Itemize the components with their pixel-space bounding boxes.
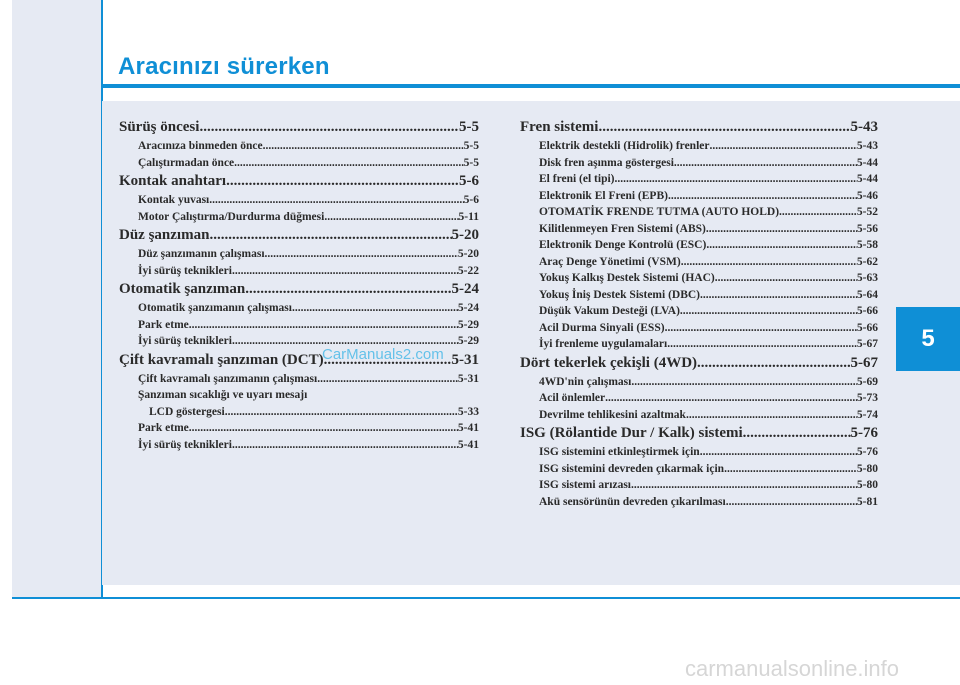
dot-leader (292, 300, 458, 317)
toc-page-number: 5-58 (856, 239, 878, 251)
toc-entry-text: Çift kavramalı şanzıman (DCT) (119, 351, 324, 368)
toc-subentry[interactable] (119, 300, 479, 317)
toc-page-number: 5-74 (856, 408, 878, 421)
toc-page-number: 5-24 (457, 302, 479, 314)
toc-page-number: 5-5 (459, 119, 479, 135)
toc-subentry[interactable] (520, 171, 878, 188)
toc-subentry[interactable] (119, 246, 479, 263)
toc-entry-text: Sürüş öncesi (119, 119, 200, 135)
toc-subentry[interactable] (520, 494, 878, 511)
toc-page-number: 5-31 (457, 372, 479, 385)
dot-leader (226, 171, 459, 192)
toc-entry-text: Elektrik destekli (Hidrolik) frenler (539, 140, 710, 152)
toc-page-number: 5-66 (856, 305, 878, 317)
toc-page-number: 5-73 (856, 392, 878, 404)
toc-subentry[interactable] (520, 237, 878, 254)
toc-subentry[interactable] (119, 404, 479, 421)
toc-section-entry[interactable] (119, 117, 479, 138)
toc-page-number: 5-76 (856, 446, 878, 458)
toc-section-entry[interactable] (119, 225, 479, 246)
toc-subentry[interactable] (520, 303, 878, 320)
dot-leader (665, 320, 857, 337)
toc-entry-text: ISG sistemi arızası (539, 479, 631, 491)
dot-leader (317, 371, 458, 388)
toc-subentry[interactable] (520, 287, 878, 304)
toc-subentry[interactable] (520, 336, 878, 353)
toc-subentry[interactable] (520, 204, 878, 221)
toc-entry-text: Düşük Vakum Desteği (LVA) (539, 305, 680, 317)
dot-leader (189, 317, 458, 334)
toc-page-number: 5-52 (856, 206, 878, 218)
toc-entry-text: Dört tekerlek çekişli (4WD) (520, 354, 698, 371)
toc-subentry[interactable] (520, 477, 878, 494)
dot-leader (674, 155, 857, 172)
toc-page-number: 5-62 (856, 255, 878, 268)
toc-section-entry[interactable] (119, 279, 479, 300)
toc-entry-text: Düz şanzımanın çalışması (138, 248, 265, 260)
toc-subentry[interactable] (119, 192, 479, 209)
toc-entry-text: Acil Durma Sinyali (ESS) (539, 321, 665, 334)
toc-entry-text: OTOMATİK FRENDE TUTMA (AUTO HOLD) (539, 206, 780, 218)
toc-entry-text: Park etme (138, 422, 189, 434)
toc-right-column (520, 117, 878, 510)
toc-page-number: 5-67 (850, 354, 878, 371)
toc-page-number: 5-80 (856, 479, 878, 491)
toc-entry-text: Kontak yuvası (138, 194, 210, 206)
toc-page-number: 5-81 (856, 495, 878, 508)
dot-leader (706, 237, 857, 254)
dot-leader (225, 404, 458, 421)
toc-page-number: 5-44 (856, 173, 878, 185)
toc-section-entry[interactable] (520, 423, 878, 444)
dot-leader (189, 420, 458, 437)
toc-subentry[interactable] (520, 461, 878, 478)
toc-page-number: 5-46 (856, 189, 878, 202)
toc-entry-text: Çalıştırmadan önce (138, 156, 235, 169)
toc-entry-text: Acil önlemler (539, 392, 606, 404)
toc-entry-text: Motor Çalıştırma/Durdurma düğmesi (138, 210, 325, 223)
toc-entry-text: İyi sürüş teknikleri (138, 264, 232, 277)
dot-leader (724, 461, 857, 478)
toc-entry-text: Çift kavramalı şanzımanın çalışması (138, 372, 318, 385)
toc-entry-text: Kontak anahtarı (119, 173, 227, 189)
dot-leader (686, 407, 857, 424)
toc-entry-text: ISG (Rölantide Dur / Kalk) sistemi (520, 425, 743, 441)
chapter-tab[interactable]: 5 (896, 307, 960, 371)
toc-section-entry[interactable] (520, 117, 878, 138)
dot-leader (680, 303, 857, 320)
toc-page-number: 5-6 (459, 173, 479, 189)
dot-leader (726, 494, 857, 511)
left-margin-bar (12, 0, 102, 598)
toc-subentry[interactable] (520, 407, 878, 424)
toc-entry-text: Otomatik şanzıman (119, 281, 246, 297)
toc-section-entry[interactable] (520, 353, 878, 374)
toc-entry-text: Akü sensörünün devreden çıkarılması (539, 495, 726, 508)
toc-entry-text: ISG sistemini devreden çıkarmak için (539, 462, 725, 475)
toc-page-number: 5-63 (856, 272, 878, 284)
toc-entry-text: Park etme (138, 318, 189, 331)
dot-leader (709, 138, 856, 155)
dot-leader (706, 221, 857, 238)
dot-leader (700, 287, 857, 304)
dot-leader (697, 353, 850, 374)
toc-page-number: 5-69 (856, 375, 878, 388)
toc-entry-text: Düz şanzıman (119, 227, 210, 243)
title-rule (102, 84, 960, 88)
toc-page-number: 5-66 (856, 321, 878, 334)
dot-leader (715, 270, 857, 287)
dot-leader (700, 444, 857, 461)
toc-entry-text: Elektronik El Freni (EPB) (539, 189, 668, 202)
toc-page-number: 5-43 (850, 119, 878, 135)
toc-entry-text: Elektronik Denge Kontrolü (ESC) (539, 239, 707, 251)
toc-entry-text: Şanzıman sıcaklığı ve uyarı mesajı (138, 389, 308, 401)
toc-entry-text: Yokuş Kalkış Destek Sistemi (HAC) (539, 272, 715, 284)
toc-entry-text: İyi sürüş teknikleri (138, 335, 232, 347)
dot-leader (668, 188, 857, 205)
toc-subentry[interactable] (520, 390, 878, 407)
toc-subentry[interactable] (119, 437, 479, 454)
toc-entry-text: İyi frenleme uygulamaları (539, 338, 668, 350)
toc-subentry[interactable] (520, 221, 878, 238)
dot-leader (232, 263, 458, 280)
dot-leader (245, 279, 451, 300)
toc-entry-text: LCD göstergesi (149, 405, 225, 418)
dot-leader (631, 374, 857, 391)
toc-subentry[interactable] (119, 263, 479, 280)
dot-leader (743, 423, 851, 444)
toc-page-number: 5-5 (463, 140, 479, 152)
dot-leader (265, 246, 458, 263)
toc-page-number: 5-11 (458, 210, 479, 223)
dot-leader (631, 477, 857, 494)
toc-subentry[interactable] (119, 138, 479, 155)
toc-page-number: 5-6 (463, 194, 479, 206)
toc-page-number: 5-20 (451, 227, 479, 243)
toc-subentry[interactable] (520, 444, 878, 461)
toc-subentry[interactable] (119, 371, 479, 388)
toc-entry-text: ISG sistemini etkinleştirmek için (539, 446, 700, 458)
toc-page-number: 5-29 (457, 335, 479, 347)
toc-page-number: 5-67 (856, 338, 878, 350)
toc-page-number: 5-5 (463, 156, 479, 169)
toc-page-number: 5-20 (457, 248, 479, 260)
toc-page-number: 5-76 (850, 425, 878, 441)
toc-page-number: 5-43 (856, 140, 878, 152)
dot-leader (232, 437, 458, 454)
toc-entry-text: El freni (el tipi) (539, 173, 615, 185)
dot-leader (199, 117, 459, 138)
dot-leader (324, 209, 458, 226)
toc-entry-text: Disk fren aşınma göstergesi (539, 156, 674, 169)
toc-page-number: 5-44 (856, 156, 878, 169)
toc-left-column (119, 117, 479, 453)
dot-leader (615, 171, 857, 188)
toc-entry-text: İyi sürüş teknikleri (138, 438, 232, 451)
dot-leader (234, 155, 464, 172)
toc-page-number: 5-24 (451, 281, 479, 297)
toc-entry-text: Yokuş İniş Destek Sistemi (DBC) (539, 288, 701, 301)
toc-page-number: 5-31 (451, 351, 479, 368)
toc-entry-text: Devrilme tehlikesini azaltmak (539, 408, 686, 421)
overlay-watermark: CarManuals2.com (322, 346, 444, 363)
toc-subentry[interactable] (520, 374, 878, 391)
toc-page-number: 5-33 (457, 405, 479, 418)
toc-entry-text: Kilitlenmeyen Fren Sistemi (ABS) (539, 222, 706, 235)
toc-subentry[interactable] (119, 420, 479, 437)
toc-subentry[interactable] (119, 155, 479, 172)
toc-entry-text: Araç Denge Yönetimi (VSM) (539, 255, 681, 268)
toc-page-number: 5-41 (457, 438, 479, 451)
toc-subentry[interactable] (520, 138, 878, 155)
dot-leader (263, 138, 464, 155)
toc-page-number: 5-29 (457, 318, 479, 331)
dot-leader (681, 254, 857, 271)
toc-entry-text: Aracınıza binmeden önce (138, 140, 263, 152)
dot-leader (209, 225, 451, 246)
toc-subentry[interactable] (520, 155, 878, 172)
footer-watermark: carmanualsonline.info (685, 656, 900, 681)
toc-page-number: 5-22 (457, 264, 479, 277)
toc-entry-text: Fren sistemi (520, 119, 599, 135)
dot-leader (779, 204, 857, 221)
toc-entry-text: Otomatik şanzımanın çalışması (138, 302, 292, 314)
toc-page-number: 5-56 (856, 222, 878, 235)
toc-section-entry[interactable] (119, 171, 479, 192)
dot-leader (667, 336, 857, 353)
toc-page-number: 5-41 (457, 422, 479, 434)
toc-subentry[interactable] (119, 209, 479, 226)
bottom-rule (12, 597, 960, 599)
toc-subentry[interactable] (119, 317, 479, 334)
toc-subentry[interactable] (520, 270, 878, 287)
dot-leader (598, 117, 850, 138)
toc-entry-text: 4WD'nin çalışması (539, 375, 632, 388)
toc-subentry[interactable] (520, 254, 878, 271)
page-title: Aracınızı sürerken (118, 53, 330, 80)
toc-page-number: 5-80 (856, 462, 878, 475)
dot-leader (209, 192, 463, 209)
toc-subentry[interactable] (520, 320, 878, 337)
toc-page-number: 5-64 (856, 288, 878, 301)
toc-subentry[interactable] (520, 188, 878, 205)
dot-leader (605, 390, 857, 407)
